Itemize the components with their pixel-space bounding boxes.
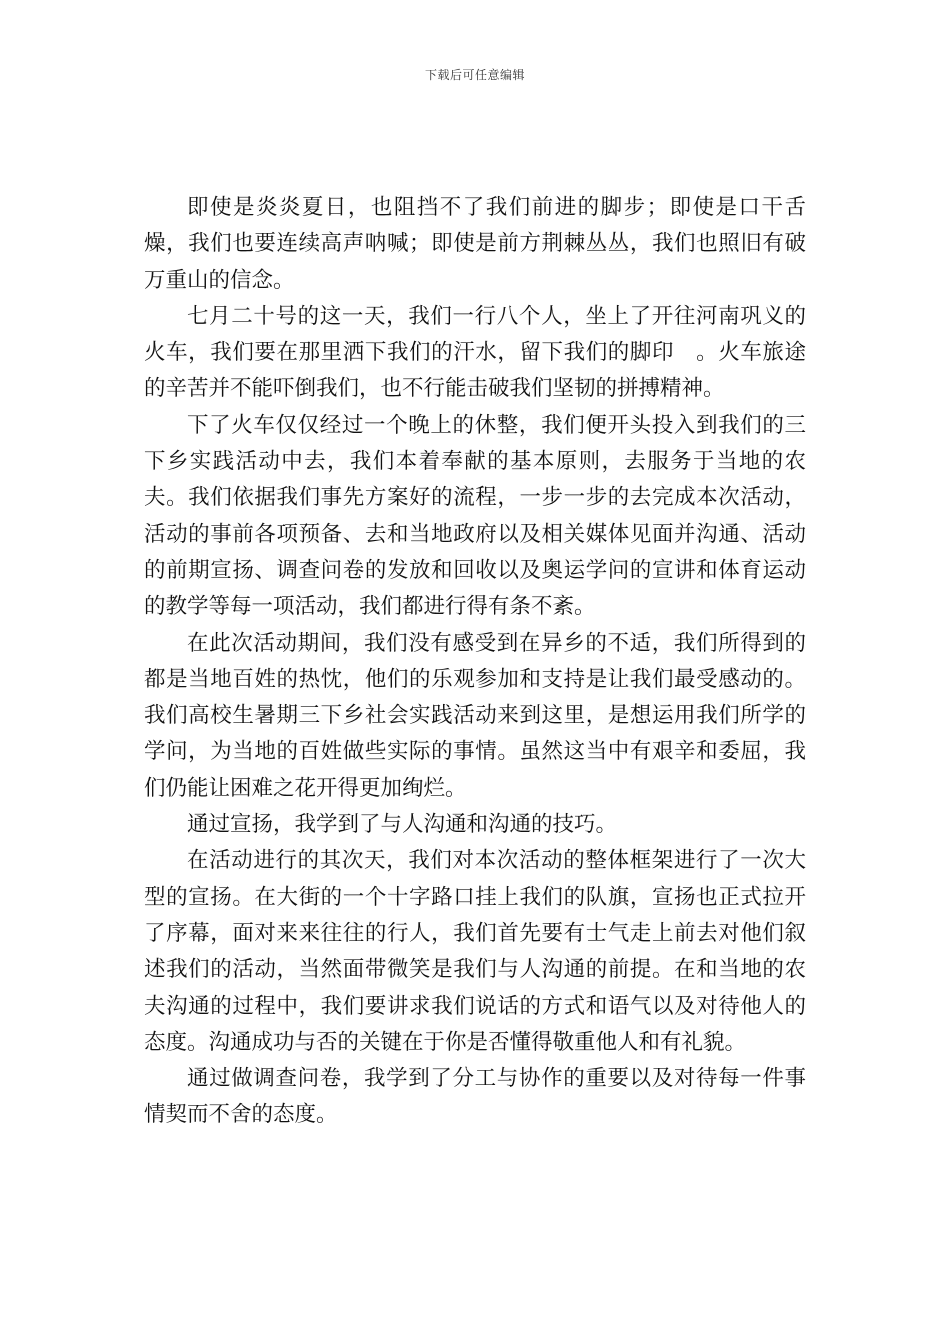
paragraph: 通过做调查问卷，我学到了分工与协作的重要以及对待每一件事情契而不舍的态度。 [144, 1066, 806, 1128]
paragraph: 七月二十号的这一天，我们一行八个人，坐上了开往河南巩义的火车，我们要在那里洒下我们的汗水，留下我们的脚印 。火车旅途的辛苦并不能吓倒我们，也不行能击破我们坚韧的拼搏精神。 [144, 303, 806, 402]
paragraph: 通过宣扬，我学到了与人沟通和沟通的技巧。 [187, 812, 618, 838]
paragraph: 即使是炎炎夏日，也阻挡不了我们前进的脚步；即使是口干舌燥，我们也要连续高声呐喊；即使是前方荆棘丛丛，我们也照旧有破万重山的信念。 [144, 195, 806, 293]
paragraph: 下了火车仅仅经过一个晚上的休整，我们便开头投入到我们的三下乡实践活动中去，我们本着奉献的基本原则，去服务于当地的农夫。我们依据我们事先方案好的流程，一步一步的去完成本次活动，活动的事前各项预备、去和当地政府以及相关媒体见面并沟通、活动的前期宣扬、调查问卷的发放和回收以及奥运学问的宣讲和体育运动的教学等每一项活动，我们都进行得有条不紊。 [144, 412, 806, 620]
paragraph: 在此次活动期间，我们没有感受到在异乡的不适，我们所得到的都是当地百姓的热忱，他们的乐观参加和支持是让我们最受感动的。我们高校生暑期三下乡社会实践活动来到这里，是想运用我们所学的学问，为当地的百姓做些实际的事情。虽然这当中有艰辛和委屈，我们仍能让困难之花开得更加绚烂。 [144, 630, 806, 801]
paragraph: 在活动进行的其次天，我们对本次活动的整体框架进行了一次大型的宣扬。在大街的一个十字路口挂上我们的队旗，宣扬也正式拉开了序幕，面对来来往往的行人，我们首先要有士气走上前去对他们叙述我们的活动，当然面带微笑是我们与人沟通的前提。在和当地的农夫沟通的过程中，我们要讲求我们说话的方式和语气以及对待他人的态度。沟通成功与否的关键在于你是否懂得敬重他人和有礼貌。 [144, 848, 806, 1055]
page-header: 下载后可任意编辑 [424, 68, 525, 82]
document-body [144, 190, 806, 1134]
